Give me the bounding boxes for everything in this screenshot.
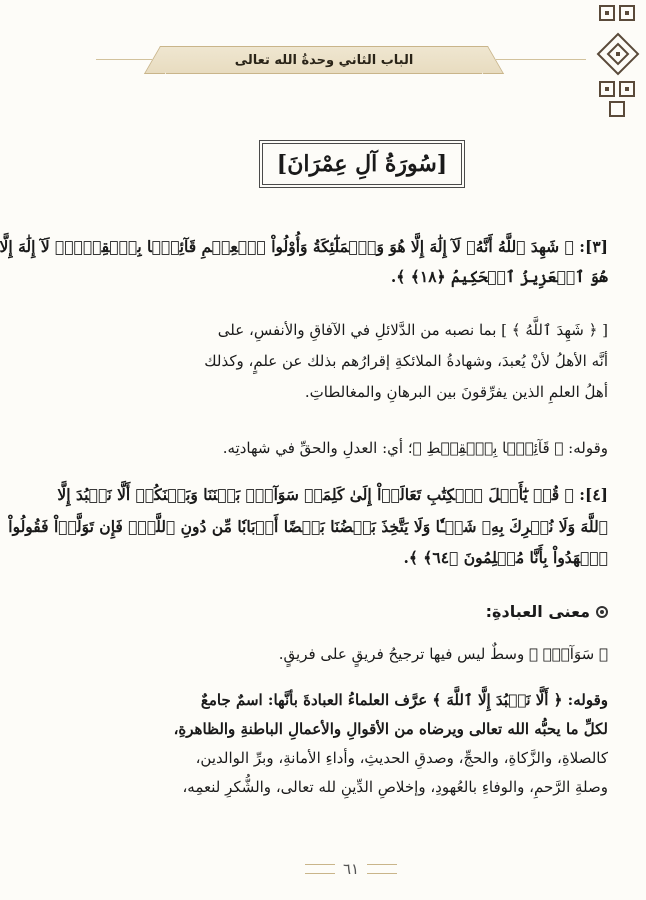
page-footer [56,860,646,878]
text-line: ٱللَّهَ وَلَا نُشۡرِكَ بِهِۦ شَيۡـٔٗا وَلَا يَتَّخِذَ بَعۡضُنَا بَعۡضًا أَرۡبَابٗا مِّن دُونِ ٱللَّهِۚ فَإِن تَوَلَّوۡاْ فَقُولُواْ [8,516,608,536]
text-line: أهلُ العلمِ الذين يفرِّقونَ بين البرهانِ والمغالطاتِ. [304,383,608,401]
text-line: [ ﴿ شَهِدَ ٱللَّهُ ﴾ ] بما نصبه من الدَّلائلِ في الآفاقِ والأنفسِ، على [217,321,608,339]
header-rule-right [496,59,586,60]
paragraph-verse-4 [8,484,608,569]
bullet-icon [596,606,608,618]
footer-ornament-right [305,864,335,874]
text-line: كالصلاةِ، والزَّكاةِ، والحجِّ، وصدقِ الحديثِ، وأداءِ الأمانةِ، وبرِّ الوالدين، [195,749,608,767]
chapter-header [166,46,482,74]
header-rule-left [96,59,152,60]
paragraph-commentary-2 [94,438,608,459]
surah-title-box [262,143,462,185]
section-heading-text: معنى العبادةِ: [485,602,590,621]
chapter-title: الباب الثاني وحدةُ الله تعالى [234,52,414,68]
paragraph-worship [94,690,608,798]
footer-ornament-left [367,864,397,874]
surah-title: [سُورَةُ آلِ عِمْرَانَ] [276,151,448,177]
text-line: وصلةِ الرَّحمِ، والوفاءِ بالعُهودِ، وإخلاصِ الدِّينِ لله تعالى، والشُّكرِ لنعمِه، [182,778,608,796]
paragraph-commentary-1 [94,320,608,403]
section-heading [486,602,608,621]
paragraph-definition [94,644,608,665]
page-number: ٦١ [342,860,360,878]
text-line: وقوله: ﴿ أَلَّا نَعۡبُدَ إِلَّا ٱللَّهَ ﴾ عرَّف العلماءُ العبادةَ بأنَّها: اسمٌ جامعٌ [200,691,608,709]
corner-ornament [590,0,646,122]
text-line: أنَّه الأهلُ لأنْ يُعبدَ، وشهادةُ الملائكةِ إقرارُهم بذلك عن علمٍ، وكذلك [204,352,608,370]
text-line: ٱشۡهَدُواْ بِأَنَّا مُسۡلِمُونَ ﴿٦٤﴾ ﴾. [403,548,608,568]
text-line: لكلِّ ما يحبُّه الله تعالى ويرضاه من الأقوالِ والأعمالِ الباطنةِ والظاهرةِ، [173,720,608,738]
text-line: وقوله: ﴿ قَآئِمَۢا بِٱلۡقِسۡطِ ﴾؛ أي: العدلِ والحقِّ في شهادتِه. [222,439,608,457]
text-line: [٤]: ﴿ قُلۡ يَٰٓأَهۡلَ ٱلۡكِتَٰبِ تَعَالَوۡاْ إِلَىٰ كَلِمَةٖ سَوَآءِۭ بَيۡنَنَا وَبَيۡنَكُمۡ أَلَّا نَعۡبُدَ إِلَّا [57,485,608,504]
text-line: [٣]: ﴿ شَهِدَ ٱللَّهُ أَنَّهُۥ لَآ إِلَٰهَ إِلَّا هُوَ وَٱلۡمَلَٰٓئِكَةُ وَأُوْلُواْ ٱلۡعِلۡمِ قَآئِمَۢا بِٱلۡقِسۡطِۚ لَآ إِلَٰهَ إِلَّا [0,237,608,256]
text-line: هُوَ ٱلۡعَزِيزُ ٱلۡحَكِيمُ ﴿١٨﴾ ﴾. [390,266,608,286]
paragraph-verse-3 [0,236,608,287]
text-line: ﴿ سَوَآءِۭ ﴾ وسطٌ ليس فيها ترجيحُ فريقٍ على فريقٍ. [278,645,608,663]
